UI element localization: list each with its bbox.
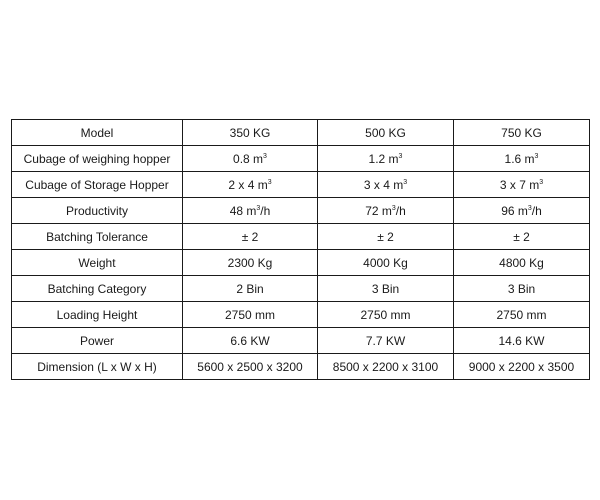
- table-row: [12, 224, 590, 250]
- value-cell: 2 x 4 $m^3$: [183, 172, 318, 198]
- value-cell: ± 2: [454, 224, 590, 250]
- value-cell: 500 KG: [318, 120, 454, 146]
- row-label: Batching Category: [12, 276, 183, 302]
- table-row: [12, 302, 590, 328]
- value-cell: 2750 mm: [318, 302, 454, 328]
- row-label: Batching Tolerance: [12, 224, 183, 250]
- row-label: Cubage of weighing hopper: [12, 146, 183, 172]
- value-cell: 4800 Kg: [454, 250, 590, 276]
- value-cell: ± 2: [183, 224, 318, 250]
- value-cell: 750 KG: [454, 120, 590, 146]
- row-label: Dimension (L x W x H): [12, 354, 183, 380]
- value-cell: 2750 mm: [183, 302, 318, 328]
- value-cell: 14.6 KW: [454, 328, 590, 354]
- value-cell: 6.6 KW: [183, 328, 318, 354]
- value-cell: 72 $m^3/h$: [318, 198, 454, 224]
- table-row: [12, 198, 590, 224]
- value-cell: 2 Bin: [183, 276, 318, 302]
- value-cell: 4000 Kg: [318, 250, 454, 276]
- value-cell: 2750 mm: [454, 302, 590, 328]
- row-label: Loading Height: [12, 302, 183, 328]
- value-cell: 1.6 $m^3$: [454, 146, 590, 172]
- value-cell: 96 $m^3/h$: [454, 198, 590, 224]
- row-label: Weight: [12, 250, 183, 276]
- table-row: [12, 328, 590, 354]
- value-cell: 3 Bin: [454, 276, 590, 302]
- value-cell: 3 x 7 $m^3$: [454, 172, 590, 198]
- table-row: [12, 250, 590, 276]
- specification-table: [11, 119, 590, 380]
- value-cell: 2300 Kg: [183, 250, 318, 276]
- value-cell: 8500 x 2200 x 3100: [318, 354, 454, 380]
- table-row: [12, 172, 590, 198]
- value-cell: 3 Bin: [318, 276, 454, 302]
- value-cell: 0.8 $m^3$: [183, 146, 318, 172]
- value-cell: 9000 x 2200 x 3500: [454, 354, 590, 380]
- value-cell: 7.7 KW: [318, 328, 454, 354]
- table-row: [12, 276, 590, 302]
- value-cell: 3 x 4 $m^3$: [318, 172, 454, 198]
- value-cell: 1.2 $m^3$: [318, 146, 454, 172]
- value-cell: ± 2: [318, 224, 454, 250]
- row-label: Power: [12, 328, 183, 354]
- table-row: [12, 120, 590, 146]
- value-cell: 5600 x 2500 x 3200: [183, 354, 318, 380]
- table-row: [12, 146, 590, 172]
- row-label: Model: [12, 120, 183, 146]
- row-label: Cubage of Storage Hopper: [12, 172, 183, 198]
- row-label: Productivity: [12, 198, 183, 224]
- value-cell: 48 $m^3/h$: [183, 198, 318, 224]
- table-row: [12, 354, 590, 380]
- value-cell: 350 KG: [183, 120, 318, 146]
